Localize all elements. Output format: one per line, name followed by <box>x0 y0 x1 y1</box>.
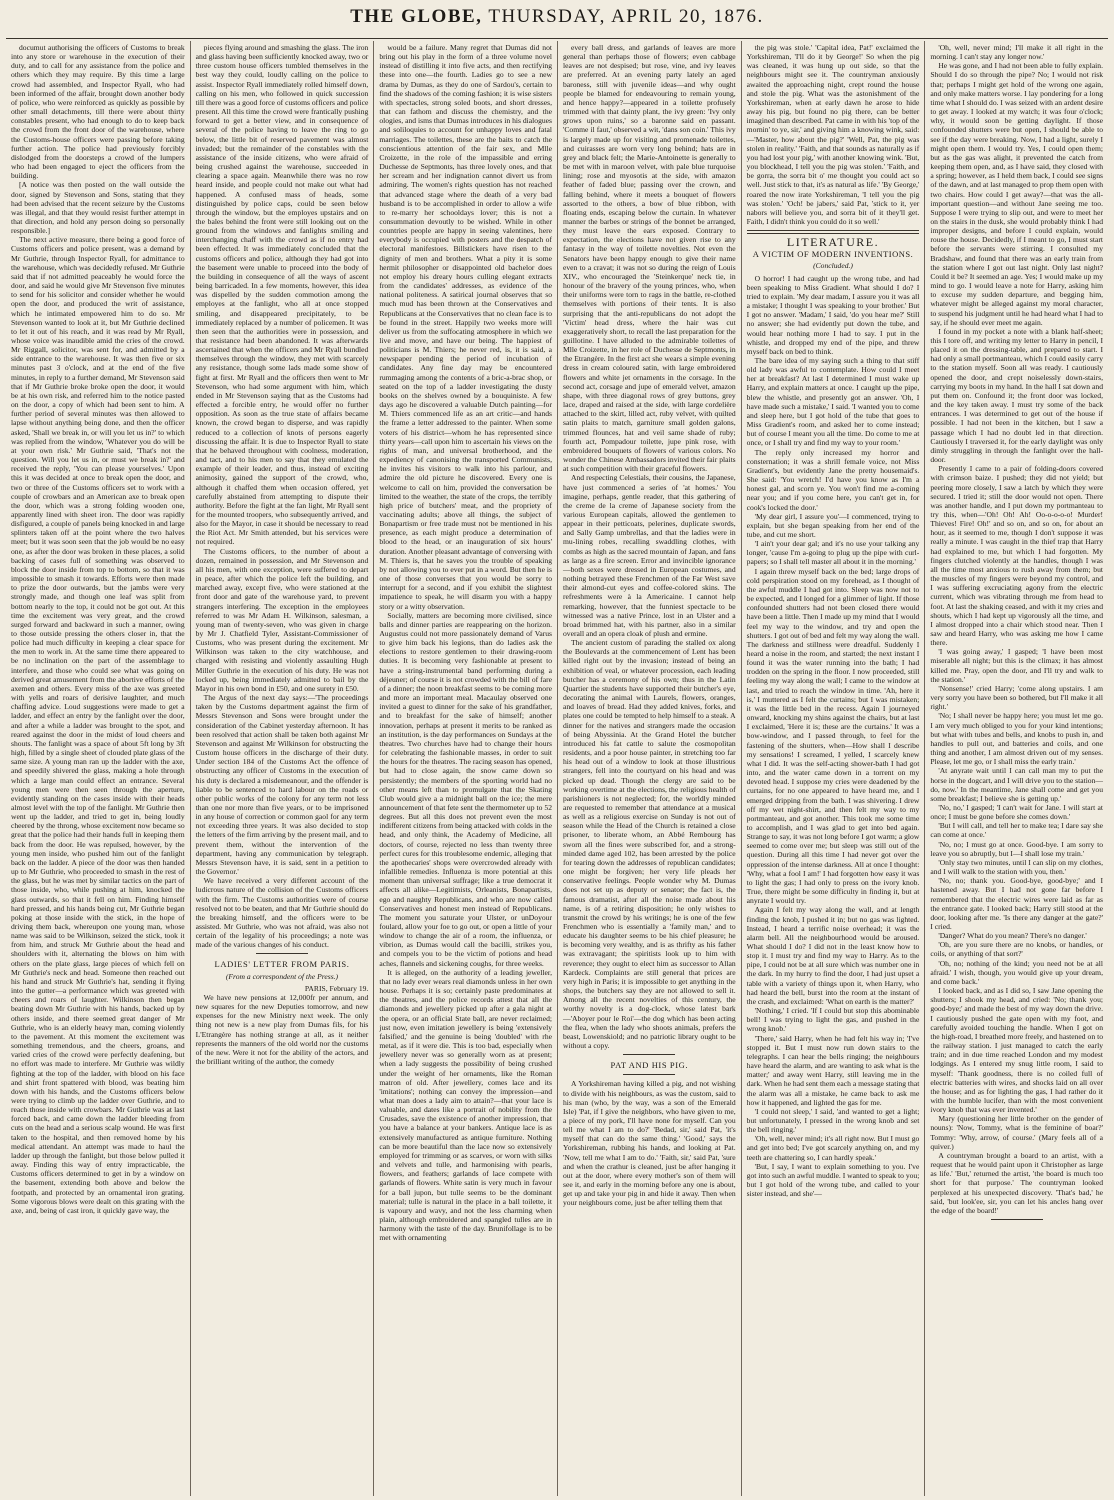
section-divider <box>623 1074 675 1075</box>
section-divider <box>747 233 920 234</box>
article-paragraph: We have new pensions at 12,000fr per annum, and new squares for the new Deputies tomorrow, and new expenses for the new Ministry next week. The only thing not new is a new play from Dumas fils, for his L'Etrangère has nothing strange at all, as it neither represents the manners of the old world nor the customs of the new. Were it not for the ability of the actors, and the brilliant writing of the author, the comedy <box>195 992 369 1067</box>
article-paragraph: Socially, matters are becoming more civilised, since balls and dinner parties are reappearing on the horizon. Augustus could not more passionately demand of Varus to give him back his legions, than do ladies ask the elections to restore gentlemen to their drawing-room duties. It is becoming very fashionable at present to have a string-instrumental band performing during a déjeuner; of course it is not crowded with the bill of fare of a dinner; the noon breakfast seems to be coming more and more an important meal. Macaulay observed one invited a guest to dinner for the sake of his grandfather, and to breakfast for the sake of himself; another innovation, perhaps at present it merits to be ranked as an institution, is the day performances on Sundays at the theatres. Two churches have had to change their hours for celebrating the fashionable masses, in order to suit the hours for the theatres. The racing season has opened, but had to close again, the snow came down so persistently; the members of the sporting world had no other means left than to promulgate that the Skating Club would give a a midnight ball on the ice; the mere announcement of that fete sent the thermometer up to 52 degrees. But all this does not prevent even the most indifferent citizens from being attacked with colds in the head, and only think, the Academy of Medicine, all doctors, of course, rejected no less than twenty three perfect cures for this troublesome endemic, alleging that the apothecaries' shops were overcrowded already with infallible remedies. Influenza is more potential at this moment than universal suffrage; like a true democrat it affects all alike—Legitimists, Orleanists, Bonapartists, ego and naughty Republicans, and who are now called Conservatives and honest men instead of Republicans. The moment you saturate your Ulster, or unDoyour foulard, allow your foe to go out, or open a little of your window to change the air of a room, the influenza, or vibrion, as Dumas would call the bacilli, strikes you, and compels you to be the victim of potions and head aches, flannels and sickening coughs, for three weeks. <box>379 610 552 968</box>
article-paragraph: 'Oh, no; nothing of the kind; you need not be at all afraid.' I wish, though, you would give up your dream, and come back.' <box>930 958 1103 986</box>
section-divider <box>256 953 308 954</box>
article-paragraph: 'No, no; thank you. Good-bye, good-bye;' and I hastened away. But I had not gone far before I remembered that the electric wires were laid as far as the entrance gate. I looked back; Harry still stood at the door, looking after me. 'Is there any danger at the gate?' I cried. <box>930 876 1103 931</box>
article-paragraph: 'No, no,' I gasped; 'I can't wait for Jane. I will start at once; I must be gone before she comes down.' <box>930 802 1103 822</box>
masthead-date: THURSDAY, APRIL 20, 1876. <box>488 6 764 27</box>
article-paragraph: The Customs officers, to the number of about a dozen, remained in possession, and Mr Stevenson and all his men, with one exception, were suffered to depart in peace, after which the police left the building, and marched away, except five, who were stationed at the front door and gate of the warehouse yard, to prevent strangers interfering. The exception in the employees referred to was Mr Adam H. Wilkinson, salesman, a young man of twenty-seven, who was given in charge by Mr J. Chatfield Tyler, Assistant-Commissioner of Customs, who was present during the excitement. Mr Wilkinson was taken to the city watchhouse, and charged with resisting and violently assaulting Hugh Miller Guthrie in the execution of his duty. He was not locked up, being immediately admitted to bail by the Mayor in his own bond in £50, and one surety in £50. <box>195 546 369 693</box>
article-paragraph: 'I could not sleep,' I said, 'and wanted to get a light; but unfortunately, I pressed in the wrong knob and set the bell ringing.' <box>746 1106 920 1135</box>
article-paragraph: the pig was stole.' 'Capital idea, Pat!' exclaimed the Yorkshireman, 'I'll do it by George!' So when the pig was cleaned, it was hung up out side, so that the neighbours might see it. The countryman anxiously awaited the approaching night, crept round the house and stole the pig. What was the astonishment of the Yorkshireman, when at early dawn he arose to hide away his pig, but found no pig there, can be better imagined than described. Pat came in with his 'top of the mornin' to ye, sir,' and giving him a knowing wink, said:—'Master, how about the pig?' 'Well, Pat, the pig was stolen in reality.' 'Faith, and that sounds as naturally as if you had lost your pig,' with another knowing wink. 'But, you blockhead, I tell you the pig was stolen.' 'Faith, and be gorra, the sorra bit o' me thought you could act so well. Just stick to that, it's as natural as life.' 'By George,' roared the now irate Yorkshireman, 'I tell you the pig was stolen.' 'Och! be jabers,' said Pat, 'stick to it, yer nabors will believe you, and sorra bit of it they'll get. Faith, I didn't think you could do it so well.' <box>746 43 920 226</box>
article-paragraph: We have received a very different account of the ludicrous nature of the collision of the Customs officers with the firm. The Customs authorities were of course resolved not to be beaten, and that Mr Guthrie should do the breaking himself, and the officers were to be assisted. Mr Guthrie, who was not afraid, was also not certain of the legality of his proceedings; a note was made of the various changes of his conduct. <box>195 876 369 950</box>
column-2 <box>190 41 374 1496</box>
article-paragraph: The next active measure, there being a good force of Customs officers and police present, was a demand by Mr Guthrie, through Inspector Ryall, for admittance to the warehouse, which was decidedly refused. Mr Guthrie said that if not admitted peaceably he would force the door, and said he would give Mr Stevenson five minutes to send for his solicitor and consider whether he would open the door, and produced the writ of assistance, which he intimated empowered him to do so. Mr Stevenson wanted to look at it, but Mr Guthrie declined to let it out of his reach, and it was read by Mr Ryall, whose voice was inaudible amid the cries of the crowd. Mr Riggall, solicitor, was sent for, and admitted by a side entrance to the warehouse. It was then five or six minutes past 3 o'clock, and at the end of the five minutes, in reply to a further demand, Mr Stevenson said that if Mr Guthrie broke broke open the door, it would be at his own risk, and referred him to the notice pasted on the door, a copy of which had been sent to him. A further period of several minutes was then allowed to lapse without anything being done, and then the officer asked, 'Shall we break in, or will you let us in?' to which was replied from the window, 'Whatever you do will be at your own risk.' Mr Guthrie said, 'That's not the question. Will you let us in, or must we break in?' and received the reply, 'You can please yourselves.' Upon this it was decided at once to break open the door, and two or three of the Customs officers set to work with a couple of crowbars and an American axe to break open the door, which was a strong folding wooden one, apparently lined with sheet iron. The door was rapidly disfigured, a couple of panels being knocked in and large splinters taken off at the point where the two halves meet; but it was soon seen that the job would be no easy one, as after the door was broken in these places, a solid backing of cases full of something was observed to block the door inside from top to bottom, so that it was impossible to smash it towards. Efforts were then made to prize the door outwards, but the jambs were very strongly made, and though one leaf was split from bottom nearly to the top, it could not be got out. At this time the excitement was very great, and the crowd surged forward and backward in such a manner, owing to those outside pressing the others closer in, that the police had much difficulty in keeping a clear space for the men to work in. At the same time there appeared to be no inclination on the part of the assemblage to interfere, and those who could see what was going on derived great amusement from the abortive efforts of the axemen and others. Every miss of the axe was greeted with yells and roars of derisive laughter, and much chaffing advice. Loud suggestions were made to get a ladder, and effect an entry by the fanlight over the door, and after a while a ladder was brought to the spot, and reared against the door in the midst of loud cheers and shouts. The fanlight was a space of about 5ft long by 3ft high, filled by a single sheet of clouded plate glass of the same size. A young man ran up the ladder with the axe, and speedily shivered the glass, making a hole through which a large man could effect an entrance. Several young men were then seen through the aperture, evidently standing on the cases inside with their heads almost level with the top of the fanlight. Mr Guthrie then went up the ladder, and tried to get in, being loudly cheered by the throng, whose excitement now became so great that the police had their hands full in keeping them back from the door. He was repulsed, however, by the young men inside, who pushed him out of the fanlight back on the ladder. A piece of the door was then handed up to Mr Guthrie, who proceeded to smash in the rest of the glass, but he was met by similar tactics on the part of those inside, who, while pushing at him, knocked the glass outwards, so that it fell on him. Finding himself hard pressed, and his hands being cut, Mr Guthrie began poking at those inside with the stick, in the hope of driving them back, whereupon one young man, whose name was said to be Wilkinson, seized the stick, took it from him, and struck Mr Guthrie about the head and shoulders with it, alternating the blows on him with others on the plate glass, large pieces of which fell on Mr Guthrie's neck and head. Someone then reached out his hand and struck Mr Guthrie's hat, sending it flying into the gutter—a performance which was greeted with cheers and roars of laughter. Wilkinson then began beating down Mr Guthrie with his hands, backed up by others inside, and there seemed great danger of Mr Guthrie, who is an elderly heavy man, coming violently to the pavement. At this moment the excitement was something tremendous, and the cheers, groans, and varied cries of the crowd were perfectly deafening, but no effort was made to interfere. Mr Guthrie was wildly fighting at the top of the ladder, with blood on his face and shirt front spattered with blood, was beating him down with his hands, and the Customs officers below were trying to climb up the ladder over Guthrie, and to reach those inside with crowbars. Mr Guthrie was at last forced back, and came down the ladder bleeding from cuts on the head and a serious scalp wound. He was first taken to the hospital, and then removed home by his medical attendant. An attempt was made to haul the ladder up through the fanlight, but those below pulled it away. Finding this way of entry impracticable, the Customs officers determined to get in by a window on the basement, extending both above and below the footpath, and protected by an ornamental iron grating. Some vigorous blows were dealt on this grating with the axe, and, being of cast iron, it quickly gave way, the <box>11 235 185 1215</box>
article-paragraph: 'At anyrate wait until I can call man my to put the horse in the dogcart, and I will drive you to the station—do, now.' In the meantime, Jane shall come and get you some breakfast; I believe she is getting up.' <box>930 766 1103 803</box>
pat-and-his-pig-title: PAT AND HIS PIG. <box>610 1060 689 1071</box>
article-paragraph: 'There,' said Harry, when he had felt his way in; 'I've stopped it. But I must now run down stairs to the telegraphs. I can hear the bells ringing; the neighbours have heard the alarm, and are wanting to ask what is the matter;' and away went Harry, still leaving me in the dark. When he had sent them each a message stating that the alarm was all a mistake, he came back to ask me how it happened, and lighted the gas for me. <box>746 1033 920 1107</box>
article-paragraph: 'Oh, well, never mind; I'll make it all right in the morning. I can't stay any longer now.' <box>930 43 1103 62</box>
literature-heading: LITERATURE. <box>786 235 880 250</box>
masthead <box>0 6 1114 36</box>
article-paragraph: The reply only increased my horror and consternation; it was a shrill female voice, not Miss Gradient's, but evidently Jane the pretty housemaid's. She said: 'You wretch! I'd have you know as I'm a honest gal, and scorn ye. You won't find me a-coming near you; and if you come here, you can't get in, for cook's locked the door.' <box>746 447 920 512</box>
article-paragraph: A Yorkshireman having killed a pig, and not wishing to divide with his neighbours, as was the custom, said to his man (who, by the way, was a son of the Emerald Isle) 'Pat, if I give the neighbors, who have given to me, a piece of my pork, I'll have none for myself. Can you tell me what I am to do?' 'Bedad, sir,' said Pat, 'it's myself that can do the same thing.' 'Good,' says the Yorkshireman, rubbing his hands, and looking at Pat. 'Now, tell me what I am to do.' 'Faith, sir,' said Pat, 'sure and when the crathur is cleaned, just be after hanging it out at the door, where every mother's son of them will see it, and early in the morning before any one is about, get up and take your pig in and hide it away. Then when your neighbours come, just be after telling them that <box>563 1079 736 1208</box>
article-paragraph: 'But I will call, and tell her to make tea; I dare say she can come at once.' <box>930 821 1103 840</box>
section-divider <box>991 1219 1043 1220</box>
article-paragraph: [A notice was then posted on the wall outside the door, signed by Stevenson and Sons, stating that they had been advised that the recent seizure by the Customs was illegal, and that they would resist further attempt in that direction, and hold any person doing so personally responsible.] <box>11 180 185 236</box>
article-paragraph: documut authorising the officers of Customs to break into any store or warehouse in the execution of their duty, and to call for any assistance from the police and others which they may require. By this time a large crowd had assembled, and Inspector Ryall, who had been informed of the affair, brought down another body of police, who were reinforced as quickly as possible by other small detachments, till there were about thirty constables present, who had enough to do to keep back the crowd from the front door of the warehouse, where the Customs-house officers were passing before taking further action. The police had previously forcibly dislodged from the doorsteps a crowd of the lumpers who had been engaged to eject the officers from the building. <box>11 43 185 181</box>
article-paragraph: Mary (questioning her little brother on the gender of nouns): 'Now, Tommy, what is the feminine of boar?' Tommy: 'Why, arrow, of course.' (Mary feels all of a quiver.) <box>930 1114 1103 1151</box>
article-paragraph: 'My dear girl, I assure you'—I commenced, trying to explain, but she began speaking from her end of the tube, and cut me short. <box>746 511 920 539</box>
column-1 <box>6 41 190 1496</box>
article-paragraph: It is alleged, on the authority of a leading jeweller, that no lady ever wears real diamonds unless in her own house. Perhaps it is so; certainly paste predominates at the theatres, and the police records attest that all the diamonds and jewellery picked up after a gala night at the opera, or an official State ball, are never reclaimed; just now, even imitation jewellery is being 'extensively falsified,' and the genuine is being 'doubled' with rhe metal, as if it were die. This is too bad, especially when jewellery never was so generally worn as at present; when a lady suggests the possibility of being crushed under the weight of her ornaments, like the Roman matron of old. After jewellery, comes lace and its 'imitations'; nothing can convey the impression—and what man does a lady aim to attain?—that your lace is valuable, and dates like a portrait of nobility from the Crusades, save the existence of another impression, that you have a balance at your bankers. Antique lace is as extensively manufactured as antique furniture. Nothing can be more beautiful than the lace now so extensively employed for trimming or as scarves, or worn with silks and velvets and tulle, and harmonising with pearls, flowers, and feathers; garlands of lace compete with garlands of flowers. White satin is very much in favour for a ball jupon, but tulle seems to be the dominant material; tulle is natural in the place in a ball toilette, it is vapoury and wavy, and not the less charming when plain, although embroidered and spangled tulles are in harmony with the taste of the day. Brunifollage is to be met with ornamenting <box>379 967 552 1243</box>
article-paragraph: I again threw myself back on the bed; large drops of cold perspiration stood on my forehead, as I thought of the awful muddle I had got into. Sleep was now not to be expected, and I longed for a glimmer of light. If those confounded shutters had not been closed there would have been a little. Then I made up my mind that I would feel my way to the window, and try and open the shutters. I got out of bed and felt my way along the wall. The darkness and stillness were dreadful. Suddenly I heard a noise in the room, and started; the next instant I found it was the water running into the bath; I had trodden on the spring in the floor. I now proceeded, still feeling my way along the wall; I came to the window at last, and tried to reach the window in time. 'Ah, here it is,' I muttered as I felt the curtains; but I was mistaken; it was the little bed in the recess. Again I journeyed onward, knocking my shins against the chairs, but at last I exclaimed, 'Here it is; these are the curtains.' It was a bow-window, and I passed through, to feel for the fastening of the shutters, when—How shall I describe my sensations! I screamed, I yelled, I scarcely knew what I did. It was the self-acting shower-bath I had got into, and the water came down in a torrent on my devoted head. I suppose my cries were deadened by the curtains, for no one appeared to have heard me, and I emerged dripping from the bath. I was shivering. I drew off my wet night-shirt, and then felt my way to my portmanteau, and got another. This took me some time to accomplish, and I was glad to get into bed again. Strange to say, it was not long before I got warm; a glow seemed to come over me; but sleep was still out of the question. During all this time I had never got over the oppression of the intense darkness. All at once I thought: 'Why, what a fool I am!' I had forgotten how easy it was to light the gas; I had only to press on the ivory knob. True, there might be some difficulty in finding it, but at anyrate I would try. <box>746 566 920 906</box>
article-paragraph: A countryman brought a board to an artist, with a request that he would paint upon it Christopher as large as life.' 'But,' returned the artist, 'the board is much too short for that purpose.' The countryman looked perplexed at his unexpected discovery. 'That's bad,' he said, 'but look'ee, sir, you can let his ancles hang over the edge of the board!' <box>930 1150 1103 1215</box>
article-paragraph: 'But, I say, I want to explain something to you. I've got into such an awful muddle. I wanted to speak to you; but I got hold of the wrong tube, and called to your sister instead, and she'— <box>746 1161 920 1199</box>
article-paragraph: 'Nothing,' I cried. 'If I could but stop this abominable bell! I was trying to light the gas, and pushed in the wrong knob.' <box>746 1006 920 1034</box>
article-paragraph: every ball dress, and garlands of leaves are more general than perhaps those of flowers; even cabbage leaves are not despised; but rose, vine, and ivy leaves are preferred. At an evening party lately an aged baroness, still with juvenile ideas—and why ought people be blamed for endeavouring to remain young, and hence happy?—appeared in a toilette profusely trimmed with that dainty plant, the ivy green: 'Ivy only grows upon ruins,' so a baronne said en passant. 'Comme il faut,' observed a wit, 'dans son coin.' This ivy is largely made up for visiting and promenade toilettes, and cuirasses are worn very long behind; hats are in grey and black felt; the Marie-Antoinette is generally to be met with in maroon velvet, with pale blue turquoise lining; rose and myosotis at the side, with amazon feather of faded blue; passing over the crown, and falling behind, where it meets a bouquet of flowers assorted to the others, a bow of blue ribbon, with floating ends, escaping below the curtain. In whatever manner the barbes or strings of the bonnet be arranged, they must leave the ears exposed. Contrary to expectation, the elections have not given rise to any fantasy in the way of toilette novelties. Not even the Senators have been happy enough to give their name even to a cravat; it was not so during the reign of Louis XIV., who encouraged the 'Steinkerque' neck tie, in honour of the bravery of the young princes, who, when their uniforms were torn to rags in the battle, re-clothed themselves with portions of their tents. It is also surprising that the anti-republicans do not adopt the 'Victim' head dress, where the hair was cut exaggeratively short, to recall the last preparation for the guillotine. I have alluded to the admirable toilettes of Mlle Croizette, in her role of Duchesse de Septmonts, in the Etrangère. In the first act she wears a simple evening dress in cream coloured satin, with large embroidered flowers and white jet ornaments in the corsage. In the second act, corsage and jupe of emerald velvet, amazon shape, with three diagonal rows of grey buttons, grey lace, draped and raised at the side, with large cordelière attached to the skirt, lilled act, ruby velvet, with quilted satin plaits to match, garniture small golden galons, trimmed flounces, hat and veil same shade of ruby; fourth act, Pompadour toilette, jupe pink rose, with embroidered bouquets of flowers of various colors. No wonder the Chinese Ambassadors invited their fair plaits at such competition with their graceful flowers. <box>563 43 736 474</box>
story-note: (Concluded.) <box>813 261 853 271</box>
article-paragraph: 'Danger? What do you mean? There's no danger.' <box>938 931 1087 941</box>
article-paragraph: 'No; I shall never be happy here; you must let me go. I am very much obliged to you for your kind intentions; but what with tubes and bells, and knobs to push in, and handles to pull out, and batteries and coils, and one thing and another, I am almost driven out of my senses. Please, let me go, or I shall miss the early train.' <box>930 711 1103 767</box>
article-paragraph: The bare idea of my saying such a thing to that stiff old lady was awful to contemplate. How could I meet her at breakfast? At last I determined I must wake up Harry, and explain matters at once. I caught up the pipe, blew the whistle, and presently got an answer. 'Oh, I have made such a mistake,' I said. 'I wanted you to come and sleep here, but I got hold of the tube that goes to Miss Gradient's room, and asked her to come instead; but of course I meant you all the time. Do come to me at once, or I shall try and find my way to your room.' <box>746 356 920 448</box>
article-paragraph: I looked back, and as I did so, I saw Jane opening the shutters; I shook my head, and cried: 'No; thank you; good-bye;' and made the best of my way down the drive. I cautiously pushed the gate open with my foot, and carefully avoided touching the handle. When I got on the high-road, I breathed more freely, and hastened on to the railway station. I just managed to catch the early train; and in due time reached London and my modest lodgings. As I entered my snug little room, I said to myself: 'Thank goodness, there is no coiled full of electric batteries with wires, and shocks laid on all over the house; and as for lighting the gas, I had rather do it with the humble lucifer, than with the most convenient ivory knob that was ever invented.' <box>930 986 1103 1115</box>
article-paragraph: 'Nonsense!' cried Harry; 'come along upstairs. I am very sorry you have been so bothered, but I'll make it all right.' <box>930 683 1103 712</box>
article-paragraph: O horror! I had caught up the wrong tube, and had been speaking to Miss Gradient. What should I do? I tried to explain. 'My dear madam, I assure you it was all a mistake; I thought I was speaking to your brother.' But I got no answer. 'Madam,' I said, 'do you hear me?' Still no answer; she had evidently put down the tube, and would hear nothing more I had to say. I put in the whistle, and dropped my end of the pipe, and threw myself back on bed to think. <box>746 273 920 356</box>
newspaper-name: THE GLOBE, <box>350 6 483 27</box>
section-divider <box>623 1054 675 1055</box>
story-title: A VICTIM OF MODERN INVENTIONS. <box>752 249 914 260</box>
column-4 <box>557 41 741 1496</box>
section-divider <box>747 230 920 231</box>
article-paragraph: 'Only stay two minutes, until I can slip on my clothes, and I will walk to the station with you, then.' <box>930 857 1103 877</box>
article-paragraph: 'Oh, well, never mind; it's all right now. But I must go and get into bed; I've got scarcely anything on, and my teeth are chattering so, I can hardly speak.' <box>746 1134 920 1162</box>
ladies-letter-source: (From a correspondent of the Press.) <box>225 971 339 981</box>
article-paragraph: 'No, no; I must go at once. Good-bye. I am sorry to leave you so abruptly, but I—I shall lose my train.' <box>930 839 1103 858</box>
dateline: PARIS, February 19. <box>304 983 369 993</box>
article-paragraph: Again I felt my way along the wall, and at length finding the knob, I pushed it in; but no gas was lighted. Instead, I heard a terrific noise overhead; it was the alarm bell. All the neighbourhood would be aroused. What should I do? I did not in the least know how to stop it. I must try and find my way to Harry. As to the pipe, I could not be at all sure which was number one in the dark. In my hurry to find the door, I had just upset a table with a variety of things upon it, when Harry, who had heard the bell, burst into the room at the instant of the crash, and exclaimed: 'What on earth is the matter?' <box>746 905 920 1006</box>
ladies-letter-title: LADIES' LETTER FROM PARIS. <box>214 959 350 970</box>
article-paragraph: And respecting Celestials, their cousins, the Japanese, have just commenced a series of 'at homes.' You imagine, perhaps, gentle reader, that this gathering of the creme de la creme of Japanese society from the various European capitals, allowed the gentlemen to appear in their petticoats, pelerines, duplicate swords, and Sally Gamp umbrellas, and that the ladies were in mu-lining robes, recalling swaddling clothes, with combs as high as the sacred mountain of Japan, and fans as large as a fire screen. Error and invincible ignorance—both sexes were dressed in European costumes, and nothing betrayed these Frenchmen of the Far West save their almond-cut eyes and coffee-colored skins. The refreshments were à la Americaine. I cannot help remarking, however, that the funniest spectacle to be witnessed was a native Prince, lost in an Ulster and a broad brimmed hat, with his partner, also in a similar overall and an opera cloak of plush and ermine. <box>563 473 736 638</box>
columns <box>6 41 1108 1496</box>
article-paragraph: Presently I came to a pair of folding-doors covered with crimson baize. I pushed; they did not yield; but peering more closely, I saw a latch by which they were secured. I tried it; still the door would not open. There was another handle, and I put down my portmanteau to try this, when—'Oh! Oh! Ah! Oo-o-o-o-o! Murder! Thieves! Fire! Oh!' and so on, and so on, for about an hour, as it seemed to me, though I don't suppose it was really a minute. I was caught in the thief trap that Harry had explained to me, but which I had forgotten. My fingers clutched violently at the handles, though I was all the time most anxious to rush away from them; but the muscles of my fingers were beyond my control, and I was suffering excruciating agony from the electric current, which was vibrating through me from head to foot. At last the shaking ceased, and with it my cries and shouts, which I had kept up vigorously all the time, and I almost dropped into a chair which stood near. Then I saw and heard Harry, who was asking me how I came there. <box>930 464 1103 648</box>
column-5 <box>741 41 925 1496</box>
article-paragraph: pieces flying around and smashing the glass. The iron and glass having been sufficiently knocked away, two or three custom house officers tumbled themselves in the best way they could, loudly calling on the police to assist. Inspector Ryall immediately rolled himself down, calling on his men, who followed in quick succession till there was a good force of customs officers and police present. All this time the crowd were frantically pushing forward to get a better view, and in consequence of several of the police having to leave the ring to go below, the little bit of reserved pavement was almost invaded; but the remainder of the constables with the assistance of the inside citizens, who were afraid of being crushed against the warehouse, succeeded in clearing a space again. Meanwhile there was no row heard inside, and people could not make out what had happened. A confused mass of heads, some distinguished by police caps, could be seen below through the window, but the employes upstairs and on the bales behind the front were still looking out on the ground from the windows and fanlights smiling and interchanging chaff with the crowd as if no entry had been effected. It was immediately concluded that the customs officers and police, although they had got into the basement were unable to proceed into the body of the building in consequence of all the ways of ascent being barricaded. In a few moments, however, this idea was dispelled by the sudden commotion among the employes at the fanlight, who all at once stopped smiling, and disappeared precipitately, to be immediately replaced by a number of policemen. It was then seen that the authorities were in possession, and that resistance had been abandoned. It was afterwards ascertained that when the officers and Mr Ryall bundled themselves through the window, they met with scarcely any resistance, though some lads made some show of fight at first. Mr Ryall and the officers then went to Mr Stevenson, who had some argument with him, which ended in Mr Stevenson saying that as the Customs had effected a forcible entry, he would offer no further opposition. As soon as the true state of affairs became known, the crowd began to disperse, and was rapidly reduced to a collection of knots of persons eagerly discussing the affair. It is due to Inspector Ryall to state that he behaved throughout with coolness, moderation, and tact, and to his men to say that they emulated the example of their leader, and thus, instead of exciting animosity, gained the support of the crowd, who, although it chaffed them when occasion offered, yet carefully abstained from attempting to dispute their authority. Before the fight at the fan light, Mr Ryall sent for the mounted troopers, who subsequently arrived, and also for the Mayor, in case it should be necessary to read the Riot Act. Mr Smith attended, but his services were not required. <box>195 43 369 547</box>
article-paragraph: The ancient custom of parading the stalled ox along the Boulevards at the commencement of Lent has been killed right out by the invasion; instead of being an exhibition of veal, or whatever procession, each leading butcher has a ceremony of his own; thus in the Latin Quartier the students have supported their butcher's eye, decorating the animal with Laurels, flowers, oranges, and loaves of bread. Had they added knives, forks, and plates one could be tempted to help himself to a steak. A dinner for the natives and strangers made the occasion of being Abyssinia. At the Grand Hotel the butcher introduced his fat cattle to salute the cosmopolitan residents, and a poor house painter, in stretching too far his head out of a window to look at those illustrious strangers, fell into the courtyard on his head and was picked up dead. Though the clergy are said to be working overtime at the elections, the religious health of parishioners is not neglected; for, the worldly minded are requested to remember that attendance at a musical as well as a religious exercise on Sunday is not out of season while the Head of the Church is retained a close prisoner, to liberate whom, an Abbé Rembourg has sworn all the fines were subscribed for, and a strong-minded dame aged 102, has been arrested by the police for tearing down the addresses of republican candidates; one might be forgiven; her very life pleads her conservative feelings. People wonder why M. Dumas does not set up as deputy or senator; the fact is, the famous dramatist, after all the noise made about his name, is of a retiring disposition; he only wishes to transmit the crowd by his writings; he is one of the few Frenchmen who is essentially a 'family man,' and to educate his daughter seems to be his chief pleasure; he is becoming very wealthy, and is as thrifty as his father was extravagant; the spiritists look up to him with reverence; they ought to elect him as successor to Allan Kardeck. Complaints are still general that prices are very high in Paris; it is impossible to get anything in the shops, the butchers say they are not allowed to sell it. Among all the recent novelties of this century, the worthy novelty is a dog-clock, whose latest bark—'Aboyer pour le Roi'—the dog which has been acting the flea, when the lady who shoots animals, prefers the beast, Lowenskiold; and no patriotic library ought to be without a copy. <box>563 638 736 1051</box>
article-paragraph: I found in my pocket a note with a blank half-sheet; this I tore off, and writing my letter to Harry in pencil, I placed it on the dressing-table, and prepared to start. I had only a small portmanteau, which I could easily carry to the station myself. Soon all was ready. I cautiously opened the door, and crept noiselessly down-stairs, carrying my boots in my hand. In the hall I sat down and put them on. Confound it; the front door was locked, and the key taken away. I must try some of the back entrances. I was determined to get out of the house if possible. I had not been in the kitchen, but I saw a passage which I had no doubt led in that direction. Cautiously I traversed it, for the early daylight was only dimly struggling in through the fanlight over the hall-door. <box>930 326 1103 465</box>
article-paragraph: would be a failure. Many regret that Dumas did not bring out his play in the form of a three volume novel instead of distilling it into five acts, and then rectifying these into one—the fourth. Ladies go to see a new drama by Dumas, as they do one of Sardou's, certain to find the shadows of the coming fashion; it is wise sisters with spectacles, strong soled boots, and short dresses, that can fathom and discuss the chemistry, and the ologies, and isms that Dumas introduces in his dialogues and soliloquies to account for unhappy loves and fatal marriages. The toilettes, these are the baits to catch the conscientious attention of the fair sex, and Mlle Croizette, in the role of the impassible and erring Duchesse de Septmonts, has three lovely ones, and that her scream and her indignation cannot divert us from admiring. The women's rights question has not reached that advanced stage where the death of a very bad husband is to be accomplished in order to allow a wife to re-marry her schooldays lover; this is not a consummation devoutly to be wished. While in other countries people are happy in seeing valentines, here everybody is occupied with posters and the despatch of electoral manifestoes. Billstickers have risen to the dignity of men and brothers. What a pity it is some hermit philosopher or disappointed old bachelor does not employ his dreary hours culling elegant extracts from the candidates' addresses, as evidence of the national politeness. A satirical journal observes that so much mud has been thrown at the Conservatives and Republicans at the Conservatives that no clean face is to be found in the street. Happily two weeks more will deliver us from the suffocating atmosphere in which we live and move, and have our being. The happiest of politicians is M. Thiers; he never red, is, it is said, a newspaper pending the period of incubation of candidates. Any fine day may be encountered rummaging among the contents of a bric-a-brac shop, or seated on the top of a ladder investigating the dusty books on the shelves owned by a bouquiniste. A few days ago he discovered a valuable Dutch painting—for M. Thiers commenced life as an art critic—and hands the frame a letter addressed to the painter. When some voters of his district—whom he has represented since thirty years—call upon him to ascertain his views on the rights of man, and universal brotherhood, and the expediency of canonising the transported Communists, he invites his visitors to walk into his parlour, and admire the old picture he discovered. Every one is welcome to call on him, provided the conversation be limited to the weather, the state of the crops, the terribly high price of butchers' meat, and the propriety of vaccinating adults; above all things, the subject of Bonapartism or free trade must not be mentioned in his presence, as each might produce a determination of blood to the head, or an inauguration of six hours' duration. Another pleasant advantage of conversing with M. Thiers is, that he saves you the trouble of speaking by not allowing you to ever put in a word. But then he is one of those converses that you would be sorry to interrupt for a second, and if you exhibit the slightest impatience to speak, he will disarm you with a happy story or a witty observation. <box>379 43 552 611</box>
column-6 <box>924 41 1108 1496</box>
column-3 <box>373 41 557 1496</box>
article-paragraph: The Argus of the next day says:—'The proceedings taken by the Customs department against the firm of Messrs Stevenson and Sons were brought under the consideration of the Cabinet yesterday afternoon. It has been resolved that action shall be taken both against Mr Stevenson and against Mr Wilkinson for obstructing the Custom house officers in the discharge of their duty. Under section 184 of the Customs Act the offence of obstructing any officer of Customs in the execution of his duty is declared a misdemeanour, and the offender is liable to be sentenced to hard labour on the roads or other public works of the colony for any term not less than one nor more than five years, or to be imprisoned in any house of correction or common gaol for any term not exceeding three years. It was also decided to stop the letters of the firm arriving by the present mail, and to prevent them, without the intervention of the department, having any communication by telegraph. Messrs Stevenson have, it is said, sent in a petition to the Governor.' <box>195 693 369 877</box>
article-paragraph: 'I was going away,' I gasped; 'I have been most miserable all night; but this is the climax; it has almost killed me. Pray, open the door, and I'll try and walk to the station.' <box>930 647 1103 684</box>
article-paragraph: 'Oh, are you sure there are no knobs, or handles, or coils, or anything of that sort?' <box>930 940 1103 959</box>
article-paragraph: He was gone, and I had not been able to fully explain. Should I do so through the pipe? No; I would not risk that; perhaps I might get hold of the wrong one again, and only make matters worse. I lay pondering for a long time what I should do. I was seized with an ardent desire to get away. I looked at my watch; it was four o'clock; why, it would soon be getting daylight. If those confounded shutters were but open, I should be able to see if the day were breaking. Now, I had a light, surely I might open them. I would try. Yes, I could open them; but as the gas was alight, it prevented the catch from keeping them open, and, as I have said, they closed with a spring; however, as I held them back, I could see signs of the dawn, and at last managed to prop them open with two chairs. How could I get away?—that was the all-important question—and without Jane seeing me too. Suppose I were trying to slip out, and were to meet her on the stairs in the dusk, she would probably think I had improper designs, and before I could explain, would rouse the house. Decidedly, if I meant to go, I must start before the servants were stirring. I consulted my Bradshaw, and found that there was an early train from the station where I got out last night. Only last night? Could it be? It seemed an age. Yes; I would make up my mind to go. I would leave a note for Harry, asking him to excuse my sudden departure, and begging him, whatever might be alleged against my moral character, to suspend his judgment until he had heard what I had to say, if he should ever meet me again. <box>930 61 1103 327</box>
masthead-rule <box>6 38 1108 39</box>
article-paragraph: 'I ain't your dear gal; and it's no use your talking any longer, 'cause I'm a-going to plug up the pipe with curl-papers; so I shall tell master all about it in the morning.' <box>746 539 920 567</box>
